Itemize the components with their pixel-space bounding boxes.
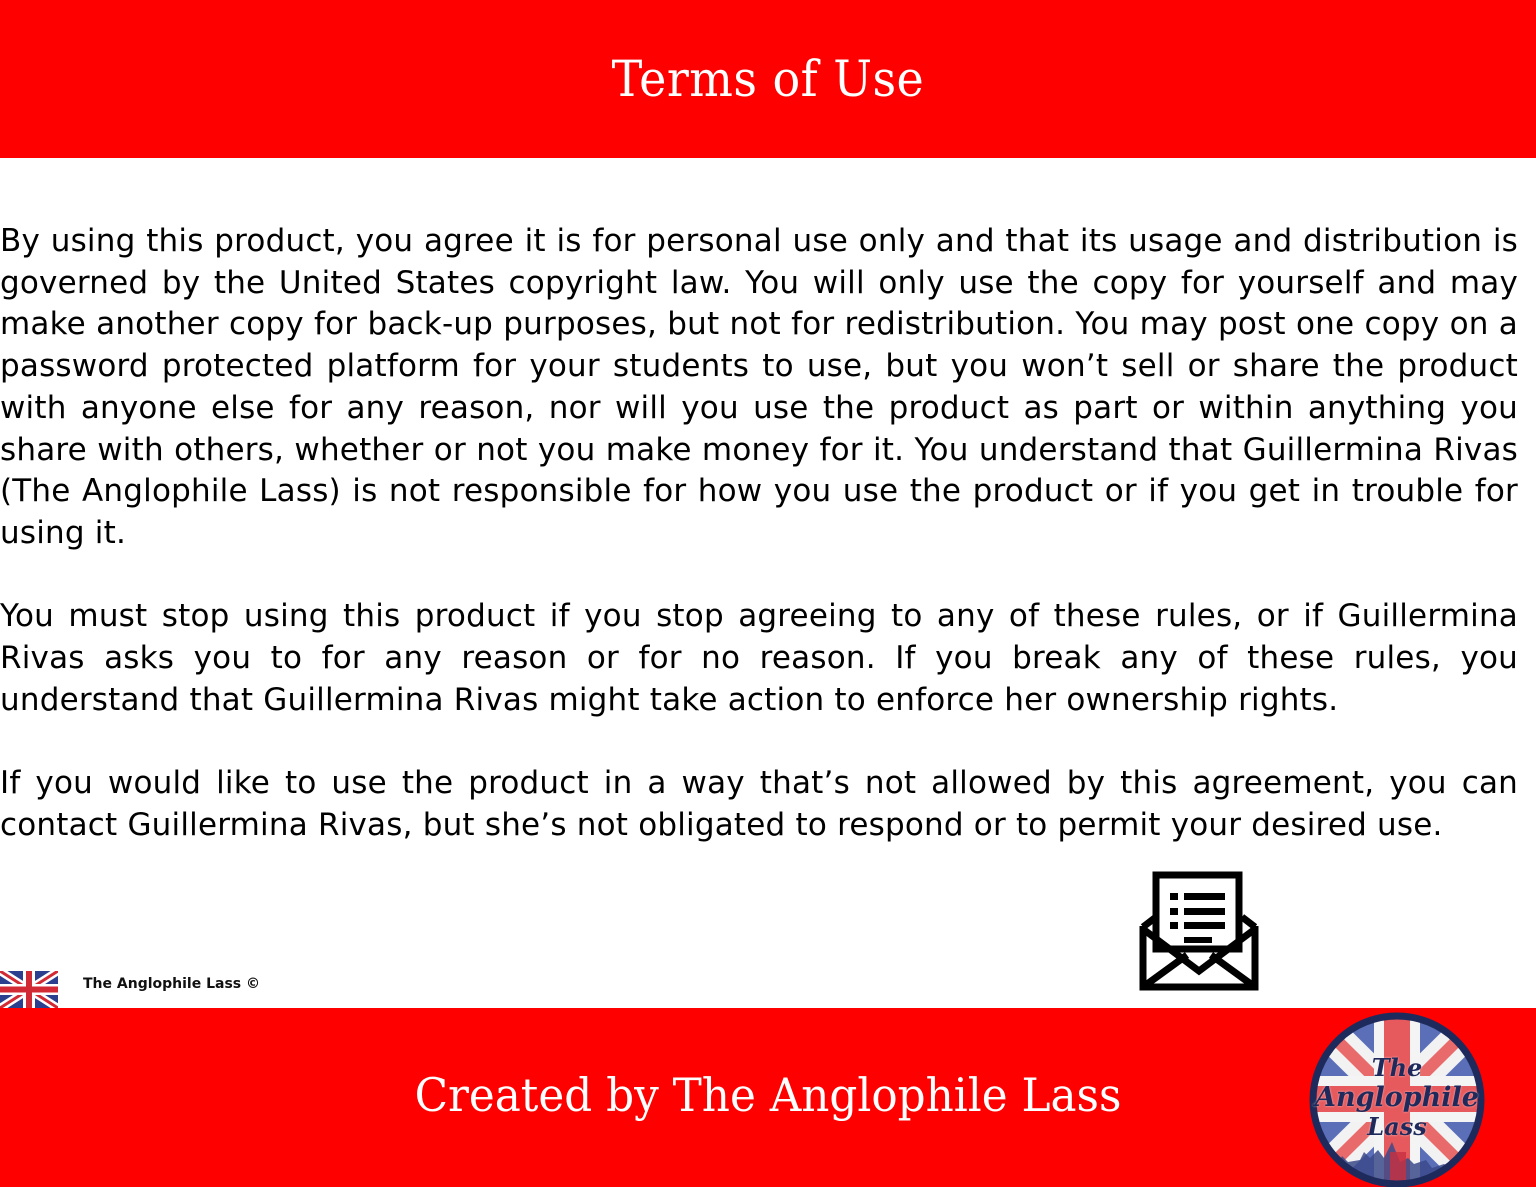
terms-paragraph-usage: By using this product, you agree it is for personal use only and that its usage and distribution is governed by the United States copyright law. You will only use the copy for yourself and may make another copy for back-up purposes, but not for redistribution. You may post one copy on a password protected platform for your students to use, but you won’t sell or share the product with anyone else for any reason, nor will you use the product as part or within anything you share with others, whether or not you make money for it. You understand that Guillermina Rivas (The Anglophile Lass) is not responsible for how you use the product or if you get in trouble for using it. [0,223,1518,551]
union-jack-flag-icon [0,971,58,1008]
terms-paragraph-contact: If you would like to use the product in a way that’s not allowed by this agreement, you can contact Guillermina Rivas, but she’s not obligated to respond or to permit your desired use. [0,765,1518,843]
open-envelope-letter-icon [1139,871,1259,991]
footer-credit-text: Created by The Anglophile Lass [414,1068,1122,1122]
terms-paragraph-termination: You must stop using this product if you stop agreeing to any of these rules, or if Guillermina Rivas asks you to for any reason or for no reason. If you break any of these rules, you understand that Guillermina Rivas might take action to enforce her ownership rights. [0,598,1518,718]
terms-body [0,221,1518,888]
small-brand-text: The Anglophile Lass © [83,976,260,992]
footer-bar [0,1008,1536,1187]
header-bar [0,0,1536,158]
round-logo-text: The Anglophile Lass [1315,1052,1479,1141]
round-union-jack-logo-icon [1308,1012,1486,1187]
small-brand-strip [0,964,260,1008]
page-title: Terms of Use [611,50,925,108]
